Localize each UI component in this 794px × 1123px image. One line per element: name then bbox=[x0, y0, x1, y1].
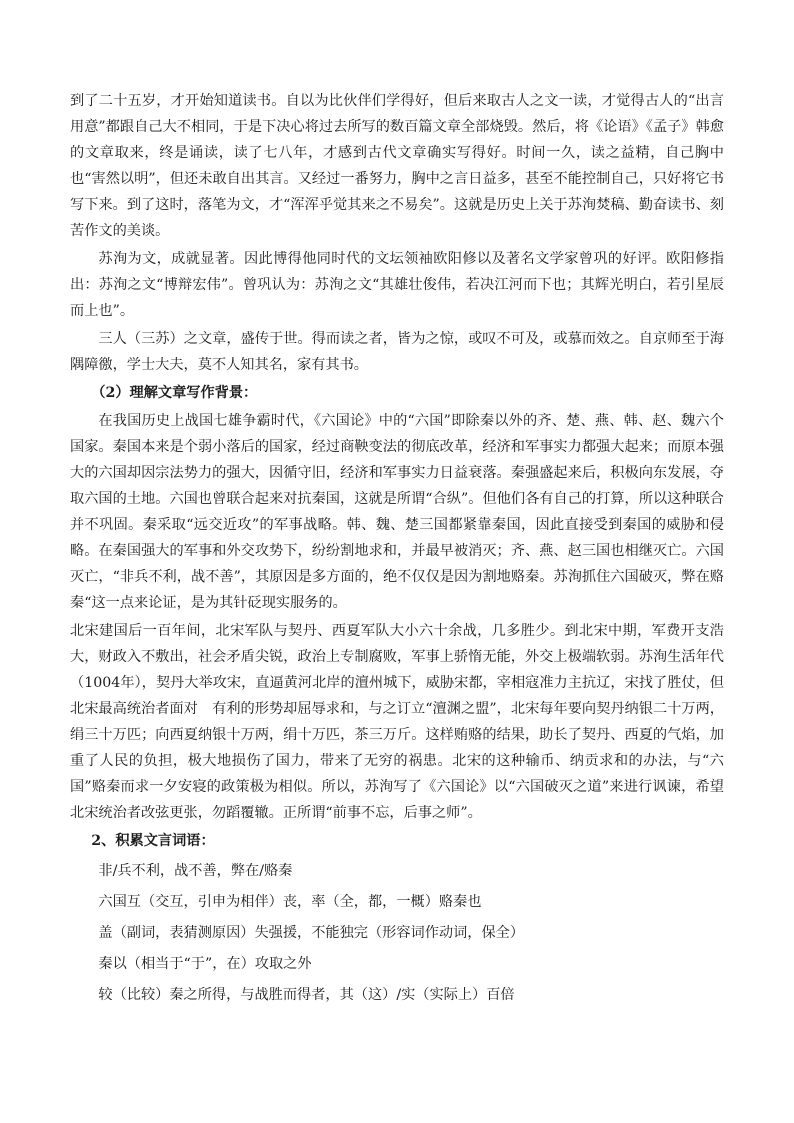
paragraph-northern-song: 北宋建国后一百年间，北宋军队与契丹、西夏军队大小六十余战，几多胜少。到北宋中期，军费开支浩大，财政入不敷出，社会矛盾尖锐，政治上专制腐败，军事上骄惰无能，外交上极端软弱。苏洵生活年代（1004年），契丹大举攻宋，直逼黄河北岸的澶州城下，威胁宋都，宰相寇准力主抗辽，宋找了胜仗，但北宋最高统治者面对 有利的形势却屈辱求和，与之订立“澶渊之盟”，北宋每年要向契丹纳银二十万两，绢三十万匹；向西夏纳银十万两，绢十万匹，茶三万斤。这样贿赂的结果，助长了契丹、西夏的气焰，加重了人民的负担，极大地损伤了国力，带来了无穷的祸患。北宋的这种输币、纳贡求和的办法，与“六国”赂秦而求一夕安寝的政策极为相似。所以，苏洵写了《六国论》以“六国破灭之道”来进行讽谏，希望北宋统治者改弦更张，勿蹈覆辙。正所谓“前事不忘，后事之师”。 bbox=[70, 623, 724, 821]
vocab-line: 非/兵不利，战不善，弊在/赂秦 bbox=[98, 863, 293, 879]
paragraph-su-xun-study: 到了二十五岁，才开始知道读书。自以为比伙伴们学得好，但后来取古人之文一读，才觉得古人的“出言用意”都跟自己大不相同，于是下决心将过去所写的数百篇文章全部烧毁。然后，将《论语》《孟子》韩愈的文章取来，终是诵读，读了七八年，才感到古代文章确实写得好。时间一久，读之益精，自己胸中也“害然以明”，但还未敢自出其言。又经过一番努力，胸中之言日益多，甚至不能控制自己，只好将它书写下来。到了这时，落笔为文，才“浑浑乎觉其来之不易矣”。这就是历史上关于苏洵焚稿、勤奋读书、刻苦作文的美谈。 bbox=[70, 93, 724, 239]
paragraph-su-xun-achievement: 苏洵为文，成就显著。因此博得他同时代的文坛领袖欧阳修以及著名文学家曾巩的好评。欧阳修指出：苏洵之文“博辩宏伟”。曾巩认为：苏洵之文“其雄壮俊伟，若决江河而下也；其辉光明白，若引星辰而上也”。 bbox=[70, 251, 724, 319]
paragraph-six-states: 在我国历史上战国七雄争霸时代，《六国论》中的“六国”即除秦以外的齐、楚、燕、韩、赵、魏六个国家。秦国本来是个弱小落后的国家，经过商鞅变法的彻底改革，经济和军事实力都强大起来；而原本强大的六国却因宗法势力的强大，因循守旧，经济和军事实力日益衰落。秦强盛起来后，积极向东发展，夺取六国的土地。六国也曾联合起来对抗秦国，这就是所谓“合纵”。但他们各有自己的打算，所以这种联合并不巩固。秦采取“远交近攻”的军事战略。韩、魏、楚三国都紧靠秦国，因此直接受到秦国的威胁和侵略。在秦国强大的军事和外交攻势下，纷纷割地求和，并最早被消灭；齐、燕、赵三国也相继灭亡。六国灭亡，“非兵不利，战不善”，其原因是多方面的，绝不仅仅是因为割地赂秦。苏洵抓住六国破灭，弊在赂秦“这一点来论证，是为其针砭现实服务的。 bbox=[70, 413, 724, 611]
vocab-line: 盖（副词，表猜测原因）失强援，不能独完（形容词作动词，保全） bbox=[98, 925, 525, 941]
vocab-line: 六国互（交互，引申为相伴）丧，率（全，都，一概）赂秦也 bbox=[98, 894, 482, 910]
vocab-line: 秦以（相当于“于”，在）攻取之外 bbox=[98, 956, 312, 972]
section-heading-vocabulary: 2、积累文言词语： bbox=[91, 833, 215, 849]
document-page bbox=[70, 88, 724, 1011]
paragraph-three-su: 三人（三苏）之文章，盛传于世。得而读之者，皆为之惊，或叹不可及，或慕而效之。自京师至于海隅障徼，学士大夫，莫不人知其名，家有其书。 bbox=[70, 331, 724, 373]
section-heading-background: （2）理解文章写作背景： bbox=[91, 385, 258, 401]
vocab-line: 较（比较）秦之所得，与战胜而得者，其（这）/实（实际上）百倍 bbox=[98, 987, 515, 1003]
